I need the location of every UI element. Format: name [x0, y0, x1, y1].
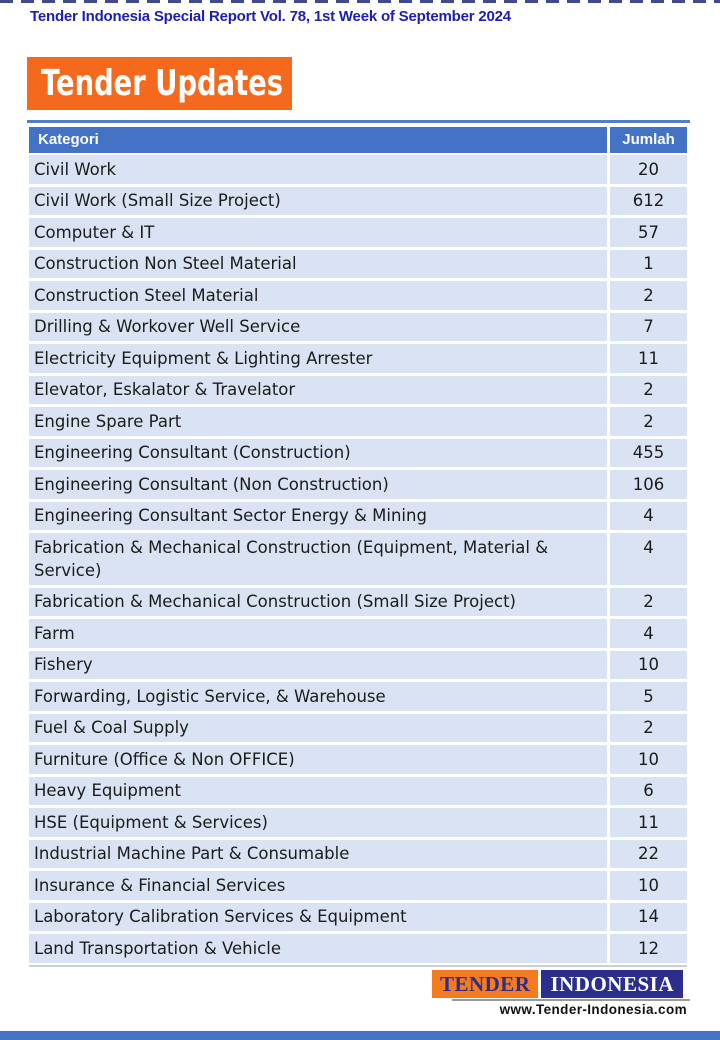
category-cell: Farm	[29, 619, 607, 648]
logo-indonesia-block: INDONESIA	[541, 970, 683, 998]
count-cell: 11	[610, 344, 687, 373]
table-row	[29, 840, 687, 869]
count-cell: 10	[610, 651, 687, 680]
category-cell: Engineering Consultant (Construction)	[29, 439, 607, 468]
report-title: Tender Indonesia Special Report Vol. 78, 1st Week of September 2024	[30, 8, 511, 25]
table-row	[29, 218, 687, 247]
count-cell: 6	[610, 777, 687, 806]
category-cell: Heavy Equipment	[29, 777, 607, 806]
count-cell: 22	[610, 840, 687, 869]
column-header-kategori: Kategori	[29, 127, 607, 153]
category-cell: Laboratory Calibration Services & Equipment	[29, 903, 607, 932]
table-row	[29, 777, 687, 806]
table-bottom-rule	[29, 965, 687, 967]
count-cell: 2	[610, 588, 687, 617]
page-top-dashed-border	[0, 0, 720, 3]
table-row	[29, 470, 687, 499]
category-cell: Construction Non Steel Material	[29, 250, 607, 279]
count-cell: 2	[610, 376, 687, 405]
count-cell: 10	[610, 871, 687, 900]
category-cell: Engine Spare Part	[29, 407, 607, 436]
category-cell: Construction Steel Material	[29, 281, 607, 310]
table-row	[29, 407, 687, 436]
count-cell: 4	[610, 533, 687, 585]
table-row	[29, 745, 687, 774]
count-cell: 7	[610, 313, 687, 342]
count-cell: 11	[610, 808, 687, 837]
category-cell: Civil Work (Small Size Project)	[29, 187, 607, 216]
category-cell: Land Transportation & Vehicle	[29, 934, 607, 963]
category-cell: Elevator, Eskalator & Travelator	[29, 376, 607, 405]
column-header-jumlah: Jumlah	[610, 127, 687, 153]
table-row	[29, 619, 687, 648]
table-row	[29, 588, 687, 617]
category-cell: Forwarding, Logistic Service, & Warehouse	[29, 682, 607, 711]
category-cell: Engineering Consultant Sector Energy & Mining	[29, 502, 607, 531]
table-row	[29, 281, 687, 310]
count-cell: 2	[610, 281, 687, 310]
category-cell: Fabrication & Mechanical Construction (Small Size Project)	[29, 588, 607, 617]
category-cell: Electricity Equipment & Lighting Arrester	[29, 344, 607, 373]
table-row	[29, 187, 687, 216]
table-row	[29, 871, 687, 900]
count-cell: 106	[610, 470, 687, 499]
tender-indonesia-logo	[432, 970, 683, 998]
table-row	[29, 376, 687, 405]
page-bottom-bar	[0, 1031, 720, 1040]
table-top-rule	[27, 120, 690, 123]
category-cell: Fabrication & Mechanical Construction (Equipment, Material & Service)	[29, 533, 607, 585]
table-row	[29, 651, 687, 680]
count-cell: 14	[610, 903, 687, 932]
table-row	[29, 533, 687, 585]
table-row	[29, 502, 687, 531]
category-cell: Insurance & Financial Services	[29, 871, 607, 900]
category-cell: Computer & IT	[29, 218, 607, 247]
category-cell: Furniture (Office & Non OFFICE)	[29, 745, 607, 774]
tender-updates-table	[29, 127, 687, 967]
table-row	[29, 808, 687, 837]
table-row	[29, 714, 687, 743]
table-row	[29, 439, 687, 468]
tender-updates-banner	[27, 57, 292, 110]
count-cell: 4	[610, 502, 687, 531]
footer-divider-line	[452, 999, 690, 1001]
table-row	[29, 155, 687, 184]
logo-tender-block: TENDER	[432, 970, 539, 998]
table-header-row	[29, 127, 687, 153]
category-cell: Fuel & Coal Supply	[29, 714, 607, 743]
category-cell: Engineering Consultant (Non Construction)	[29, 470, 607, 499]
table-row	[29, 903, 687, 932]
table-row	[29, 682, 687, 711]
count-cell: 57	[610, 218, 687, 247]
table-row	[29, 250, 687, 279]
table-row	[29, 344, 687, 373]
count-cell: 1	[610, 250, 687, 279]
count-cell: 5	[610, 682, 687, 711]
category-cell: Industrial Machine Part & Consumable	[29, 840, 607, 869]
count-cell: 2	[610, 407, 687, 436]
count-cell: 612	[610, 187, 687, 216]
table-row	[29, 313, 687, 342]
category-cell: Drilling & Workover Well Service	[29, 313, 607, 342]
category-cell: Fishery	[29, 651, 607, 680]
count-cell: 455	[610, 439, 687, 468]
count-cell: 12	[610, 934, 687, 963]
category-cell: HSE (Equipment & Services)	[29, 808, 607, 837]
category-cell: Civil Work	[29, 155, 607, 184]
table-body	[29, 155, 687, 963]
count-cell: 2	[610, 714, 687, 743]
tender-updates-banner-label: Tender Updates	[41, 63, 284, 104]
website-url: www.Tender-Indonesia.com	[499, 1002, 687, 1017]
table-row	[29, 934, 687, 963]
count-cell: 4	[610, 619, 687, 648]
count-cell: 10	[610, 745, 687, 774]
count-cell: 20	[610, 155, 687, 184]
